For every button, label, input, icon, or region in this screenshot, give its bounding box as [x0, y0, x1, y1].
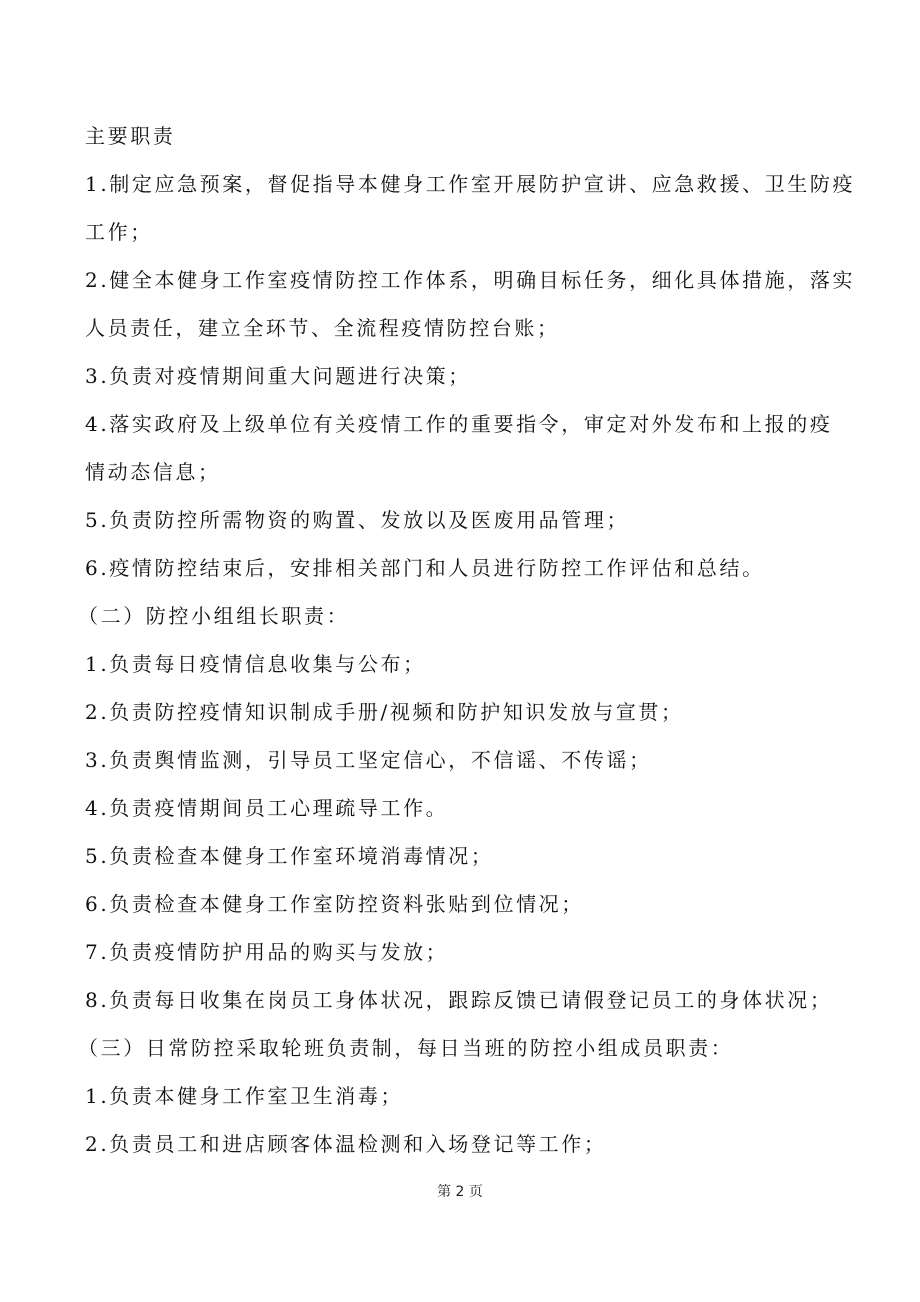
subsection-heading: （二）防控小组组长职责： [78, 604, 350, 628]
paragraph-line: 4.负责疫情期间员工心理疏导工作。 [85, 796, 449, 820]
paragraph-line: 7.负责疫情防护用品的购买与发放； [85, 940, 449, 964]
paragraph-line: 5.负责检查本健身工作室环境消毒情况； [85, 844, 494, 868]
paragraph-line: 1.负责本健身工作室卫生消毒； [85, 1084, 404, 1108]
paragraph-line: 人员责任，建立全环节、全流程疫情防控台账； [85, 316, 560, 340]
paragraph-line: 6.负责检查本健身工作室防控资料张贴到位情况； [85, 892, 584, 916]
paragraph-line: 2.负责员工和进店顾客体温检测和入场登记等工作； [85, 1132, 607, 1156]
page-number: 第 2 页 [437, 1184, 483, 1200]
paragraph-line: 1.制定应急预案，督促指导本健身工作室开展防护宣讲、应急救援、卫生防疫 [85, 172, 856, 196]
section-heading: 主要职责 [85, 124, 176, 148]
paragraph-line: 2.健全本健身工作室疫情防控工作体系，明确目标任务，细化具体措施，落实 [85, 268, 856, 292]
paragraph-line: 6.疫情防控结束后，安排相关部门和人员进行防控工作评估和总结。 [85, 556, 765, 580]
paragraph-line: 情动态信息； [85, 460, 221, 484]
paragraph-line: 5.负责防控所需物资的购置、发放以及医废用品管理； [85, 508, 630, 532]
paragraph-line: 2.负责防控疫情知识制成手册/视频和防护知识发放与宣贯； [85, 700, 684, 724]
paragraph-line: 3.负责对疫情期间重大问题进行决策； [85, 364, 471, 388]
paragraph-line: 3.负责舆情监测，引导员工坚定信心，不信谣、不传谣； [85, 748, 652, 772]
paragraph-line: 工作； [85, 220, 153, 244]
paragraph-line: 8.负责每日收集在岗员工身体状况，跟踪反馈已请假登记员工的身体状况； [85, 988, 833, 1012]
subsection-heading: （三）日常防控采取轮班负责制，每日当班的防控小组成员职责： [78, 1036, 734, 1060]
paragraph-line: 1.负责每日疫情信息收集与公布； [85, 652, 426, 676]
paragraph-line: 4.落实政府及上级单位有关疫情工作的重要指令，审定对外发布和上报的疫 [85, 412, 833, 436]
